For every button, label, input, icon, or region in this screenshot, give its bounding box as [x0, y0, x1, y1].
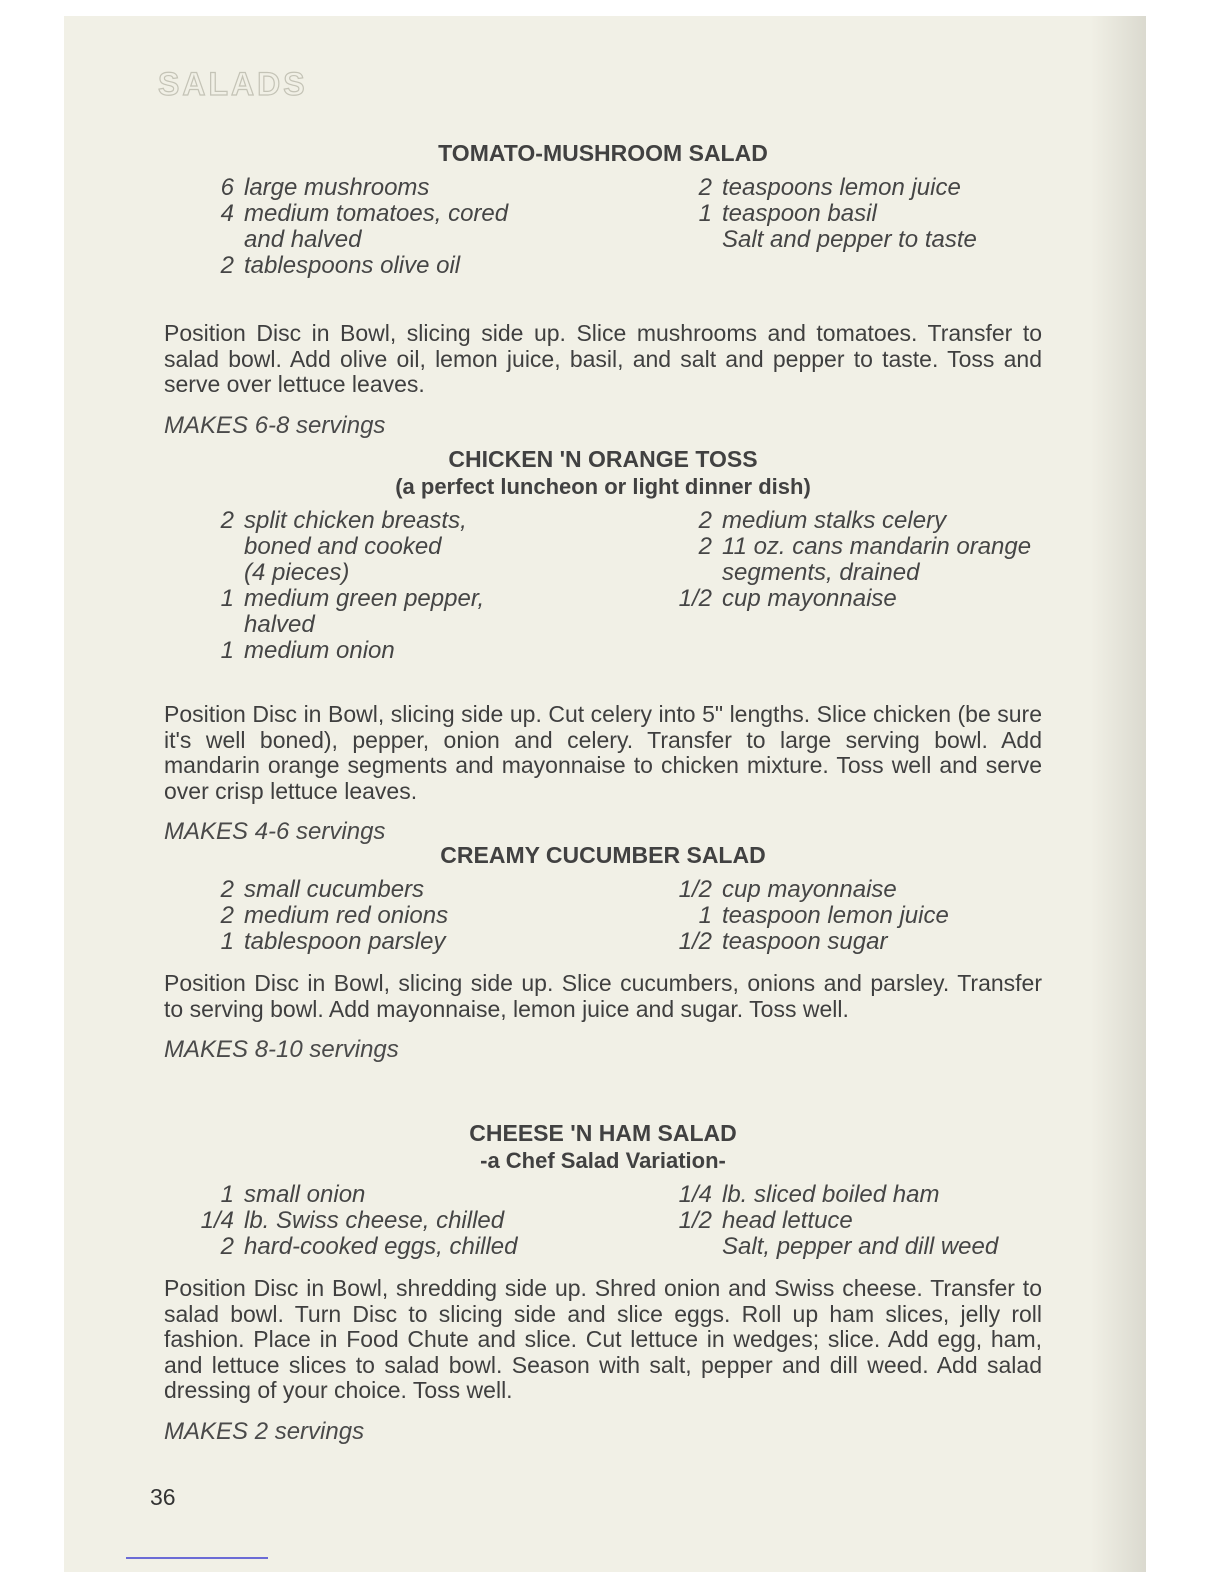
recipe-yield: MAKES 2 servings	[164, 1417, 365, 1445]
ingredient-text: small cucumbers	[244, 876, 425, 903]
ingredient-quantity: 1/2	[678, 1207, 712, 1234]
ingredient-text: Salt, pepper and dill weed	[722, 1233, 999, 1260]
recipe-title: CREAMY CUCUMBER SALAD	[440, 842, 766, 868]
ingredient-text: boned and cooked	[244, 533, 442, 560]
ingredient-quantity: 4	[220, 200, 234, 227]
ingredient-item	[164, 586, 604, 638]
ingredient-quantity: 1	[220, 585, 234, 612]
ingredient-text: medium green pepper,	[244, 585, 485, 612]
ingredient-quantity: 1/2	[678, 928, 712, 955]
ingredient-quantity: 2	[220, 252, 234, 279]
ingredient-item	[164, 903, 604, 929]
ingredient-text: and halved	[244, 226, 362, 253]
ingredient-quantity: 1	[220, 928, 234, 955]
recipe-chicken-orange-toss	[164, 446, 1042, 846]
recipe-subtitle: -a Chef Salad Variation-	[480, 1148, 726, 1173]
ingredient-quantity: 6	[220, 174, 234, 201]
ingredient-text: lb. Swiss cheese, chilled	[244, 1207, 505, 1234]
recipe-title: TOMATO-MUSHROOM SALAD	[438, 140, 768, 166]
ingredient-list	[164, 1182, 1042, 1262]
ingredient-item	[164, 1182, 604, 1208]
ingredient-quantity: 2	[220, 876, 234, 903]
ingredient-item	[642, 1208, 1042, 1234]
ingredient-text: teaspoon sugar	[722, 928, 888, 955]
page-number: 36	[150, 1484, 176, 1510]
ingredient-quantity: 1/4	[200, 1207, 234, 1234]
ingredient-quantity: 2	[220, 1233, 234, 1260]
ingredient-item	[642, 903, 1042, 929]
ingredient-list	[164, 508, 1042, 690]
ingredient-quantity: 1	[698, 200, 712, 227]
ingredient-quantity: 2	[220, 902, 234, 929]
ingredient-text: halved	[244, 611, 315, 638]
ingredient-text: split chicken breasts,	[244, 507, 467, 534]
recipe-directions: Position Disc in Bowl, shredding side up. Shred onion and Swiss cheese. Transfer to salad bowl. Turn Disc to slicing side and slice eggs. Roll up ham slices, jelly roll fashion. Place in Food Chute and slice. Cut lettuce in wedges; slice. Add egg, ham, and lettuce slices to salad bowl. Season with salt, pepper and dill weed. Add salad dressing of your choice. Toss well.	[164, 1275, 1042, 1403]
ingredient-item	[642, 201, 1042, 227]
ingredient-item	[164, 201, 604, 253]
ingredient-text: tablespoons olive oil	[244, 252, 461, 279]
ingredient-text: segments, drained	[722, 559, 920, 586]
ingredient-item	[164, 175, 604, 201]
ingredient-list	[164, 877, 1042, 957]
ingredient-text: 11 oz. cans mandarin orange	[722, 533, 1032, 560]
ingredient-item	[164, 1208, 604, 1234]
recipe-yield: MAKES 8-10 servings	[164, 1036, 399, 1063]
ingredient-text: medium red onions	[244, 902, 449, 929]
ingredient-list	[164, 175, 1042, 307]
ingredient-text: Salt and pepper to taste	[722, 226, 977, 253]
ingredient-text: medium stalks celery	[722, 507, 947, 534]
ingredient-item	[642, 1234, 1042, 1260]
ingredient-quantity: 2	[220, 507, 234, 534]
ingredient-item	[642, 1182, 1042, 1208]
ingredient-item	[164, 508, 604, 586]
ingredient-item	[164, 253, 604, 279]
ingredient-text: hard-cooked eggs, chilled	[244, 1233, 518, 1260]
recipe-title: CHEESE 'N HAM SALAD	[469, 1120, 737, 1146]
ingredient-item	[642, 227, 1042, 253]
ingredient-quantity: 1/4	[678, 1181, 712, 1208]
ingredient-quantity: 1/2	[678, 585, 712, 612]
ingredient-item	[164, 877, 604, 903]
ingredient-item	[642, 586, 1042, 612]
recipe-yield: MAKES 6-8 servings	[164, 411, 386, 439]
ingredient-text: cup mayonnaise	[722, 876, 897, 903]
ingredient-item	[642, 877, 1042, 903]
ingredient-quantity: 2	[698, 507, 712, 534]
section-title: SALADS	[158, 66, 308, 102]
ingredient-item	[642, 508, 1042, 534]
ingredient-quantity: 1	[698, 902, 712, 929]
ingredient-text: head lettuce	[722, 1207, 853, 1234]
ingredient-quantity: 2	[698, 174, 712, 201]
ingredient-text: (4 pieces)	[244, 559, 350, 586]
ingredient-quantity: 1	[220, 637, 234, 664]
ingredient-quantity: 2	[698, 533, 712, 560]
recipe-directions: Position Disc in Bowl, slicing side up. Slice mushrooms and tomatoes. Transfer to salad bowl. Add olive oil, lemon juice, basil, and salt and pepper to taste. Toss and serve over lettuce leaves.	[164, 320, 1042, 397]
recipe-creamy-cucumber	[164, 842, 1042, 1064]
ingredient-item	[642, 534, 1042, 586]
ingredient-text: medium tomatoes, cored	[244, 200, 509, 227]
ingredient-text: teaspoon lemon juice	[722, 902, 949, 929]
scan-underline	[126, 1557, 268, 1559]
ingredient-text: teaspoon basil	[722, 200, 877, 227]
ingredient-item	[164, 638, 604, 664]
page-edge-shadow	[1090, 16, 1146, 1572]
ingredient-item	[164, 1234, 604, 1260]
ingredient-text: cup mayonnaise	[722, 585, 897, 612]
recipe-tomato-mushroom	[164, 140, 1042, 440]
ingredient-text: lb. sliced boiled ham	[722, 1181, 940, 1208]
ingredient-text: large mushrooms	[244, 174, 430, 201]
recipe-directions: Position Disc in Bowl, slicing side up. Slice cucumbers, onions and parsley. Transfer to serving bowl. Add mayonnaise, lemon juice and sugar. Toss well.	[164, 970, 1042, 1022]
recipe-yield: MAKES 4-6 servings	[164, 818, 386, 845]
recipe-subtitle: (a perfect luncheon or light dinner dish)	[395, 474, 811, 499]
ingredient-text: small onion	[244, 1181, 366, 1208]
recipe-cheese-ham	[164, 1120, 1042, 1446]
ingredient-quantity: 1	[220, 1181, 234, 1208]
recipe-directions: Position Disc in Bowl, slicing side up. Cut celery into 5" lengths. Slice chicken (be sure it's well boned), pepper, onion and celery. Transfer to large serving bowl. Add mandarin orange segments and mayonnaise to chicken mixture. Toss well and serve over crisp lettuce leaves.	[164, 701, 1042, 804]
recipe-title: CHICKEN 'N ORANGE TOSS	[448, 446, 758, 472]
ingredient-quantity: 1/2	[678, 876, 712, 903]
ingredient-text: teaspoons lemon juice	[722, 174, 961, 201]
ingredient-item	[642, 175, 1042, 201]
ingredient-text: tablespoon parsley	[244, 928, 446, 955]
ingredient-item	[164, 929, 604, 955]
ingredient-item	[642, 929, 1042, 955]
ingredient-text: medium onion	[244, 637, 395, 664]
